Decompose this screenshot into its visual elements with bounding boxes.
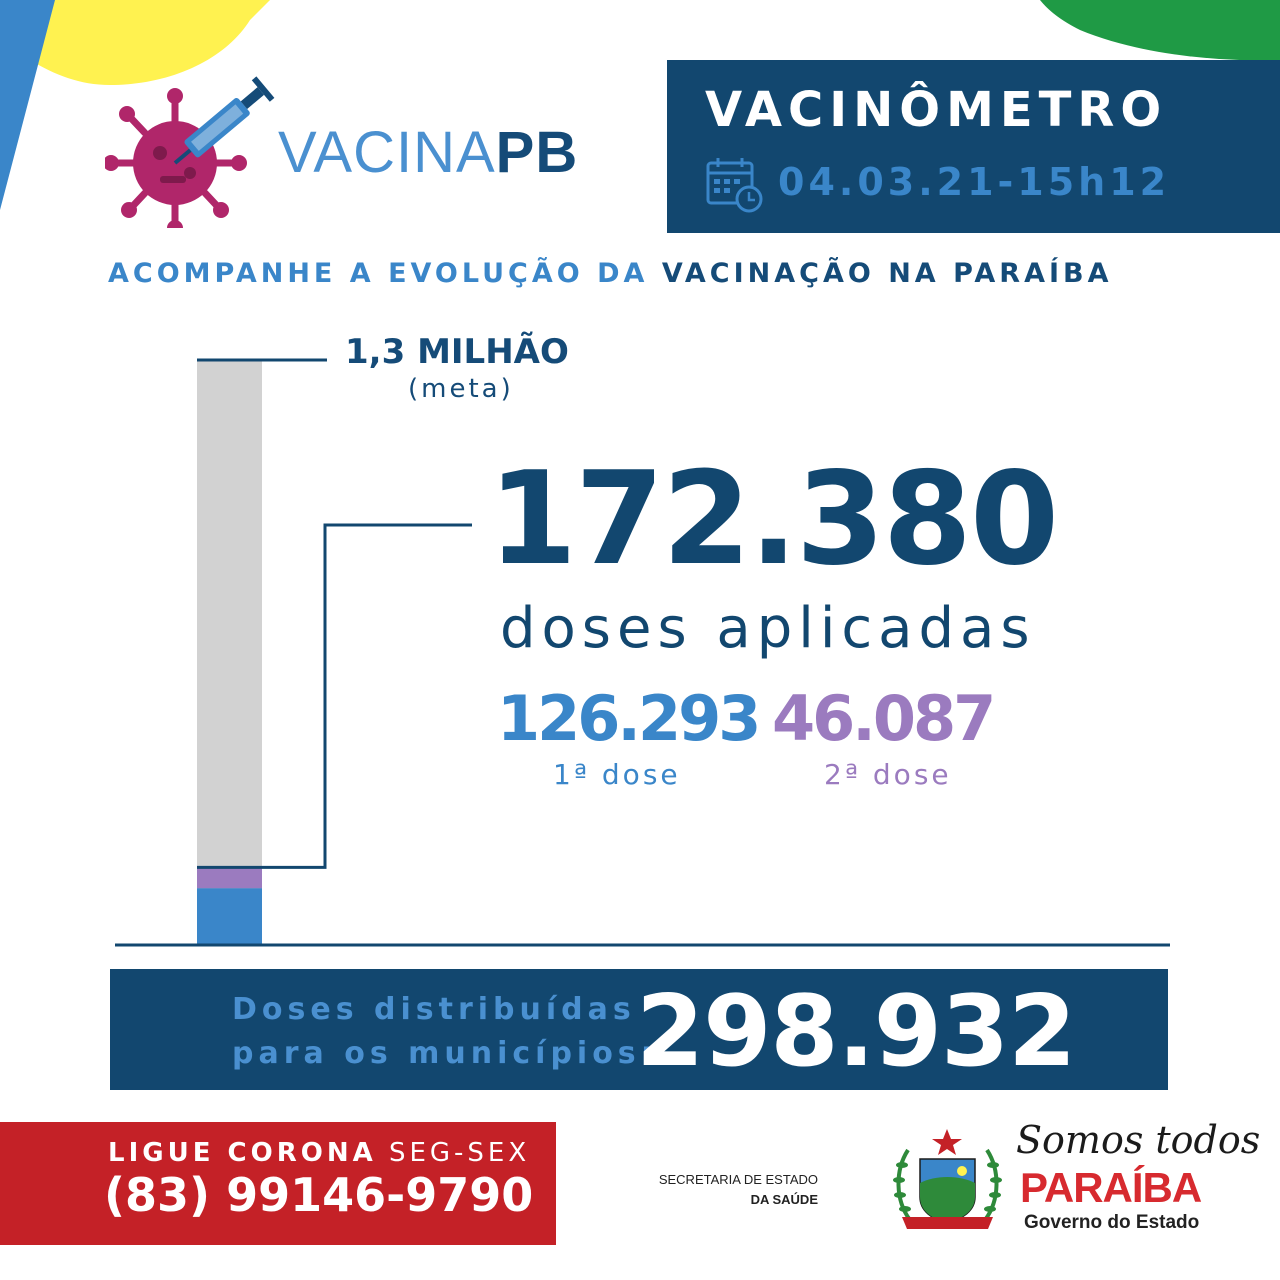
- first-dose-value: 126.293: [497, 682, 759, 755]
- first-dose-label: 1ª dose: [553, 758, 681, 791]
- update-timestamp: 04.03.21-15h12: [778, 160, 1171, 204]
- slogan-government: Governo do Estado: [1024, 1212, 1200, 1233]
- header-title: VACINÔMETRO: [705, 82, 1168, 138]
- goal-value-label: 1,3 MILHÃO: [345, 332, 569, 372]
- vacinapb-wordmark: [278, 118, 578, 188]
- bar-segment-second-dose: [197, 867, 262, 888]
- hotline-label: [108, 1138, 530, 1168]
- goal-caption: (meta): [408, 374, 514, 404]
- slogan-state: PARAÍBA: [1020, 1164, 1202, 1211]
- slogan-script: Somos todos: [1016, 1118, 1261, 1162]
- tagline-part1: ACOMPANHE A EVOLUÇÃO DA: [108, 258, 662, 289]
- hotline-name: LIGUE CORONA: [108, 1138, 377, 1168]
- distributed-label-line2: para os municípios:: [232, 1036, 658, 1071]
- second-dose-value: 46.087: [772, 682, 994, 755]
- total-doses-value: 172.380: [488, 445, 1057, 594]
- calendar-clock-icon: [705, 155, 765, 213]
- secretaria-line2: DA SAÚDE: [750, 1192, 818, 1207]
- hotline-schedule: SEG-SEX: [376, 1138, 531, 1168]
- tagline: [108, 258, 1178, 289]
- bar-segment-first-dose: [197, 888, 262, 945]
- secretaria-line1: SECRETARIA DE ESTADO: [658, 1172, 818, 1187]
- wordmark-suffix: PB: [495, 120, 579, 185]
- distributed-label-line1: Doses distribuídas: [232, 992, 636, 1027]
- total-doses-caption: doses aplicadas: [500, 596, 1036, 661]
- second-dose-label: 2ª dose: [824, 758, 952, 791]
- goal-bar: [197, 360, 262, 945]
- hotline-phone-number[interactable]: (83) 99146-9790: [104, 1168, 534, 1222]
- state-coat-of-arms-icon: [890, 1125, 1005, 1235]
- wordmark-prefix: VACINA: [278, 120, 496, 185]
- tagline-part2: VACINAÇÃO NA PARAÍBA: [661, 258, 1113, 289]
- distributed-doses-value: 298.932: [636, 975, 1076, 1089]
